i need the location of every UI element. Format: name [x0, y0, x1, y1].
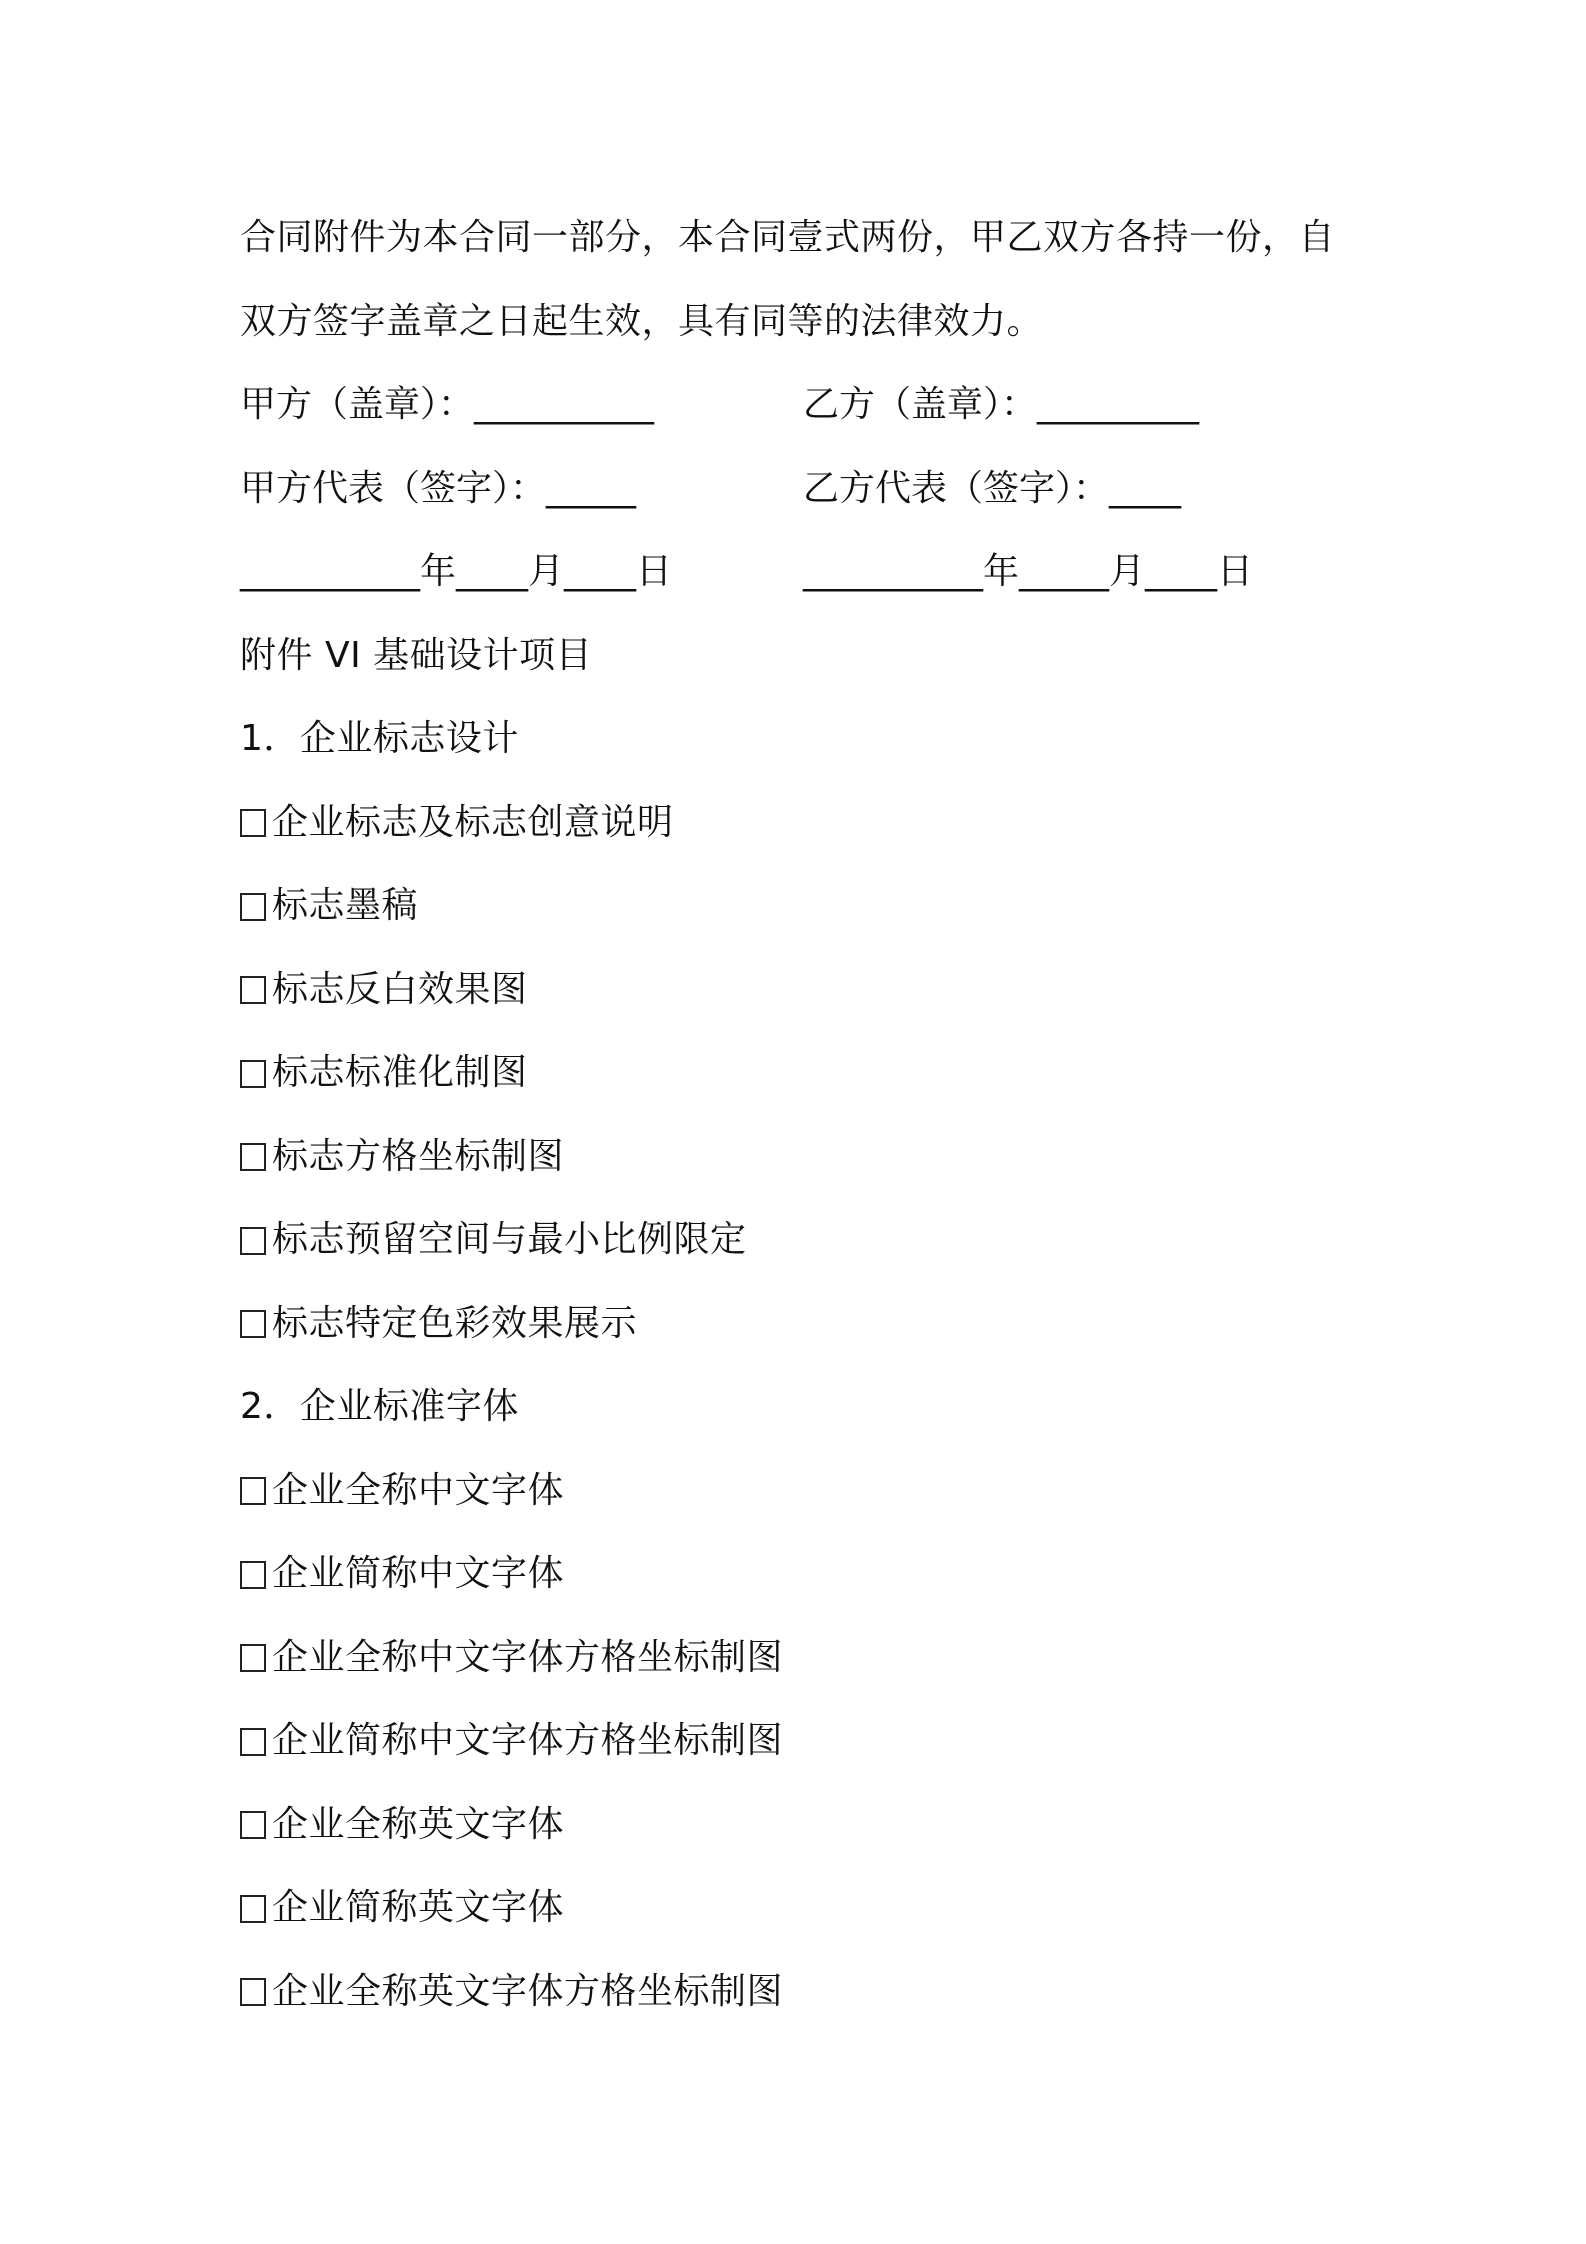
- checklist-item-label: 企业全称中文字体方格坐标制图: [272, 1636, 784, 1678]
- checklist-item: [240, 1115, 1360, 1199]
- paragraph-line-2: 双方签字盖章之日起生效，具有同等的法律效力。: [240, 300, 1044, 342]
- checklist-item-label: 标志反白效果图: [272, 968, 528, 1010]
- checklist-item-label: 标志特定色彩效果展示: [272, 1302, 638, 1344]
- party-b-seal: 乙方（盖章）：_________: [803, 384, 1200, 425]
- appendix-sections: [240, 697, 1360, 2033]
- section-heading: 2．企业标准字体: [240, 1386, 519, 1427]
- checkbox-icon[interactable]: [240, 1978, 266, 2006]
- party-b-representative: 乙方代表（签字）：____: [803, 467, 1182, 509]
- checkbox-icon[interactable]: [240, 1561, 266, 1589]
- checkbox-icon[interactable]: [240, 1728, 266, 1756]
- checkbox-icon[interactable]: [240, 1310, 266, 1338]
- checklist-item: [240, 1783, 1360, 1867]
- checklist-item: [240, 1198, 1360, 1282]
- checklist-item: [240, 1031, 1360, 1115]
- date-row: [240, 530, 1360, 614]
- checklist-item-label: 企业全称英文字体方格坐标制图: [272, 1970, 784, 2012]
- appendix-title: 附件 VI 基础设计项目: [240, 634, 593, 676]
- checklist-item-label: 标志预留空间与最小比例限定: [272, 1219, 747, 1260]
- section-heading: 1．企业标志设计: [240, 718, 519, 759]
- checklist-item: [240, 864, 1360, 948]
- checklist-item: [240, 1616, 1360, 1700]
- document-body: [240, 196, 1360, 2033]
- checklist-item: [240, 1699, 1360, 1783]
- checklist-item: [240, 781, 1360, 865]
- checklist-item-label: 企业标志及标志创意说明: [272, 801, 674, 843]
- party-a-seal: 甲方（盖章）：__________: [240, 384, 655, 425]
- seal-row: [240, 363, 1360, 447]
- checkbox-icon[interactable]: [240, 809, 266, 837]
- representative-row: [240, 447, 1360, 531]
- checklist-item-label: 标志墨稿: [272, 885, 419, 926]
- checklist-item: [240, 1282, 1360, 1366]
- party-b-date: __________年_____月____日: [803, 551, 1253, 592]
- checkbox-icon[interactable]: [240, 1811, 266, 1839]
- checklist-item-label: 企业简称英文字体: [272, 1887, 565, 1928]
- checkbox-icon[interactable]: [240, 1060, 266, 1088]
- checkbox-icon[interactable]: [240, 976, 266, 1004]
- checklist-item: [240, 1449, 1360, 1533]
- party-a-date: __________年____月____日: [240, 551, 672, 592]
- checkbox-icon[interactable]: [240, 1895, 266, 1923]
- checklist-item: [240, 1950, 1360, 2034]
- checklist-item-label: 企业全称英文字体: [272, 1803, 565, 1845]
- checklist-item-label: 标志标准化制图: [272, 1052, 528, 1093]
- checkbox-icon[interactable]: [240, 1477, 266, 1505]
- checklist-item-label: 标志方格坐标制图: [272, 1135, 565, 1177]
- paragraph-line-1: 合同附件为本合同一部分，本合同壹式两份，甲乙双方各持一份，自: [240, 217, 1336, 258]
- checkbox-icon[interactable]: [240, 893, 266, 921]
- checkbox-icon[interactable]: [240, 1644, 266, 1672]
- checkbox-icon[interactable]: [240, 1227, 266, 1255]
- checklist-item-label: 企业简称中文字体: [272, 1553, 565, 1594]
- checkbox-icon[interactable]: [240, 1143, 266, 1171]
- party-a-representative: 甲方代表（签字）：_____: [240, 467, 637, 509]
- checklist-item: [240, 1532, 1360, 1616]
- checklist-item-label: 企业简称中文字体方格坐标制图: [272, 1720, 784, 1761]
- checklist-item: [240, 948, 1360, 1032]
- checklist-item-label: 企业全称中文字体: [272, 1469, 565, 1511]
- checklist-item: [240, 1866, 1360, 1950]
